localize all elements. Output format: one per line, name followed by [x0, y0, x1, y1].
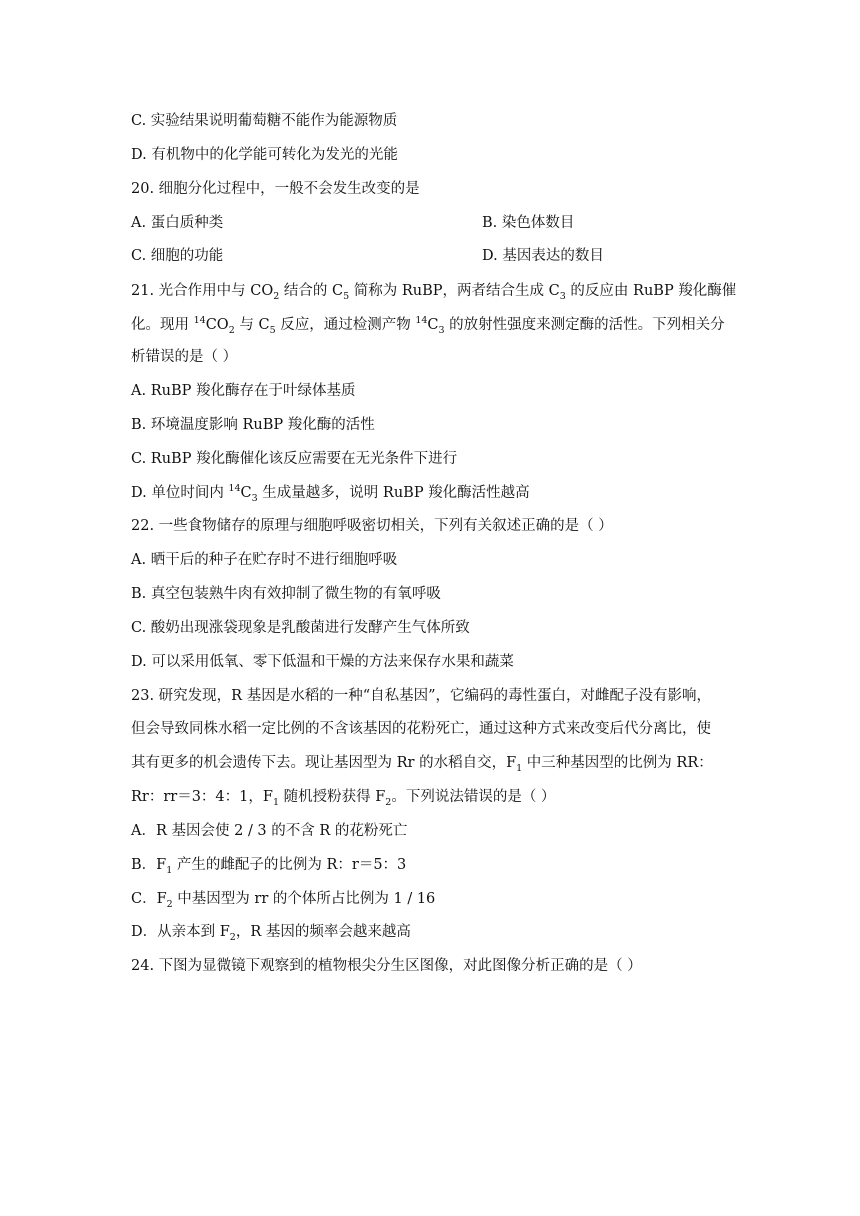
q23-stem-line-2: 但会导致同株水稻一定比例的不含该基因的花粉死亡，通过这种方式来改变后代分离比，使 — [131, 721, 711, 737]
q21-stem-line-2: 化。现用 $^{14}CO_2$ 与 $C_5$ 反应，通过检测产物 $^{14}C_3$ 的放射性强度来测定酶的活性。下列相关分 — [131, 315, 725, 336]
q20-option-b: B. 染色体数目 — [482, 215, 575, 231]
q23-option-b: B．$F_1$ 产生的雌配子的比例为 R：r＝5：3 — [131, 857, 407, 876]
q19-option-c: C. 实验结果说明葡萄糖不能作为能源物质 — [131, 113, 398, 129]
q20-option-a: A. 蛋白质种类 — [131, 215, 224, 231]
q21-stem-line-1: 21. 光合作用中与 $CO_2$ 结合的 $C_5$ 简称为 RuBP，两者结合生成 $C_3$ 的反应由 RuBP 羧化酶催 — [131, 283, 737, 302]
q20-stem: 20. 细胞分化过程中，一般不会发生改变的是 — [131, 181, 420, 197]
q23-option-d: D．从亲本到 $F_2$，R 基因的频率会越来越高 — [131, 924, 411, 943]
q22-option-b: B. 真空包装熟牛肉有效抑制了微生物的有氧呼吸 — [131, 586, 441, 602]
q23-option-a: A．R 基因会使 2 / 3 的不含 R 的花粉死亡 — [131, 823, 408, 839]
q23-stem-line-4: Rr：rr＝3：4：1，$F_1$ 随机授粉获得 $F_2$。下列说法错误的是（ ） — [131, 789, 556, 808]
q21-stem-line-3: 析错误的是（ ） — [131, 349, 238, 365]
q22-option-d: D. 可以采用低氧、零下低温和干燥的方法来保存水果和蔬菜 — [131, 654, 514, 670]
q23-stem-line-1: 23. 研究发现，R 基因是水稻的一种“自私基因”，它编码的毒性蛋白，对雌配子没有影响， — [131, 688, 712, 704]
q22-option-c: C. 酸奶出现涨袋现象是乳酸菌进行发酵产生气体所致 — [131, 620, 470, 636]
q24-stem: 24. 下图为显微镜下观察到的植物根尖分生区图像，对此图像分析正确的是（ ） — [131, 958, 642, 974]
q22-option-a: A. 晒干后的种子在贮存时不进行细胞呼吸 — [131, 552, 398, 568]
q21-option-d: D. 单位时间内 $^{14}C_3$ 生成量越多，说明 RuBP 羧化酶活性越高 — [131, 483, 530, 504]
q21-option-b: B. 环境温度影响 RuBP 羧化酶的活性 — [131, 417, 375, 433]
q20-option-c: C. 细胞的功能 — [131, 248, 224, 264]
q21-option-a: A. RuBP 羧化酶存在于叶绿体基质 — [131, 383, 356, 399]
q19-option-d: D. 有机物中的化学能可转化为发光的光能 — [131, 147, 398, 163]
q22-stem: 22. 一些食物储存的原理与细胞呼吸密切相关，下列有关叙述正确的是（ ） — [131, 518, 613, 534]
q20-option-d: D. 基因表达的数目 — [482, 248, 604, 264]
q23-option-c: C．$F_2$ 中基因型为 rr 的个体所占比例为 1 / 16 — [131, 891, 436, 910]
q23-stem-line-3: 其有更多的机会遗传下去。现让基因型为 Rr 的水稻自交，$F_1$ 中三种基因型的比例为 RR： — [131, 755, 713, 774]
q21-option-c: C. RuBP 羧化酶催化该反应需要在无光条件下进行 — [131, 451, 458, 467]
